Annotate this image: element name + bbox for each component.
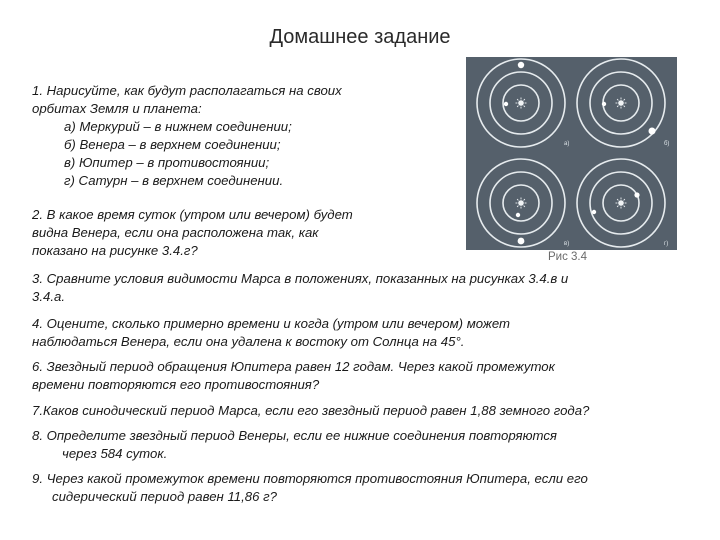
sun-icon	[616, 198, 627, 209]
planet-icon	[518, 62, 524, 68]
page-title: Домашнее задание	[269, 26, 451, 48]
task-7-line-1: 7.Каков синодический период Марса, если его звездный период равен 1,88 земного года?	[32, 403, 590, 418]
task-1-item-c: в) Юпитер – в противостоянии;	[64, 155, 270, 170]
planet-icon	[518, 238, 525, 245]
task-7	[32, 402, 589, 420]
task-4	[32, 315, 510, 351]
task-9-line-2: сидерический период равен 11,86 г?	[52, 489, 277, 504]
figure-caption: Рис 3.4	[548, 251, 588, 263]
task-4-line-2: наблюдаться Венера, если она удалена к востоку от Солнца на 45°.	[32, 334, 465, 349]
panel-d-label: г)	[664, 241, 669, 247]
earth-icon	[602, 102, 606, 106]
task-1-intro-line-1: 1. Нарисуйте, как будут располагаться на своих	[32, 83, 342, 98]
task-6	[32, 358, 555, 394]
task-2-line-2: видна Венера, если она расположена так, как	[32, 225, 319, 240]
panel-b	[577, 59, 669, 147]
sun-icon	[516, 198, 527, 209]
orbit-diagram-figure	[466, 57, 677, 250]
task-6-line-2: времени повторяются его противостояния?	[32, 377, 320, 392]
panel-d	[577, 159, 668, 247]
task-2-line-3: показано на рисунке 3.4.г?	[32, 243, 198, 258]
earth-icon	[592, 210, 596, 214]
planet-icon	[649, 128, 656, 135]
panel-a	[477, 59, 569, 147]
sun-icon	[616, 98, 627, 109]
task-8-line-1: 8. Определите звездный период Венеры, если ее нижние соединения повторяются	[32, 428, 557, 443]
earth-icon	[504, 102, 508, 106]
task-6-line-1: 6. Звездный период обращения Юпитера равен 12 годам. Через какой промежуток	[32, 359, 555, 374]
task-2	[32, 206, 353, 260]
task-8	[32, 427, 557, 463]
task-1-item-a: а) Меркурий – в нижнем соединении;	[64, 119, 292, 134]
panel-b-label: б)	[664, 141, 670, 147]
task-1-intro-line-2: орбитах Земля и планета:	[32, 101, 202, 116]
task-4-line-1: 4. Оцените, сколько примерно времени и когда (утром или вечером) может	[32, 316, 511, 331]
earth-icon	[516, 213, 520, 217]
task-1	[32, 82, 342, 190]
task-8-line-2: через 584 суток.	[62, 446, 168, 461]
orbit-diagram	[466, 57, 677, 250]
task-1-item-d: г) Сатурн – в верхнем соединении.	[64, 173, 284, 188]
task-9	[32, 470, 588, 506]
panel-c-label: в)	[564, 241, 570, 247]
sun-icon	[516, 98, 527, 109]
task-3-line-2: 3.4.а.	[32, 289, 65, 304]
task-1-item-b: б) Венера – в верхнем соединении;	[64, 137, 281, 152]
task-2-line-1: 2. В какое время суток (утром или вечером) будет	[32, 207, 353, 222]
panel-a-label: а)	[564, 141, 570, 147]
task-9-line-1: 9. Через какой промежуток времени повторяются противостояния Юпитера, если его	[32, 471, 588, 486]
task-3-line-1: 3. Сравните условия видимости Марса в положениях, показанных на рисунках 3.4.в и	[32, 271, 569, 286]
task-3	[32, 270, 568, 306]
planet-icon	[634, 192, 639, 197]
panel-c	[477, 159, 569, 247]
